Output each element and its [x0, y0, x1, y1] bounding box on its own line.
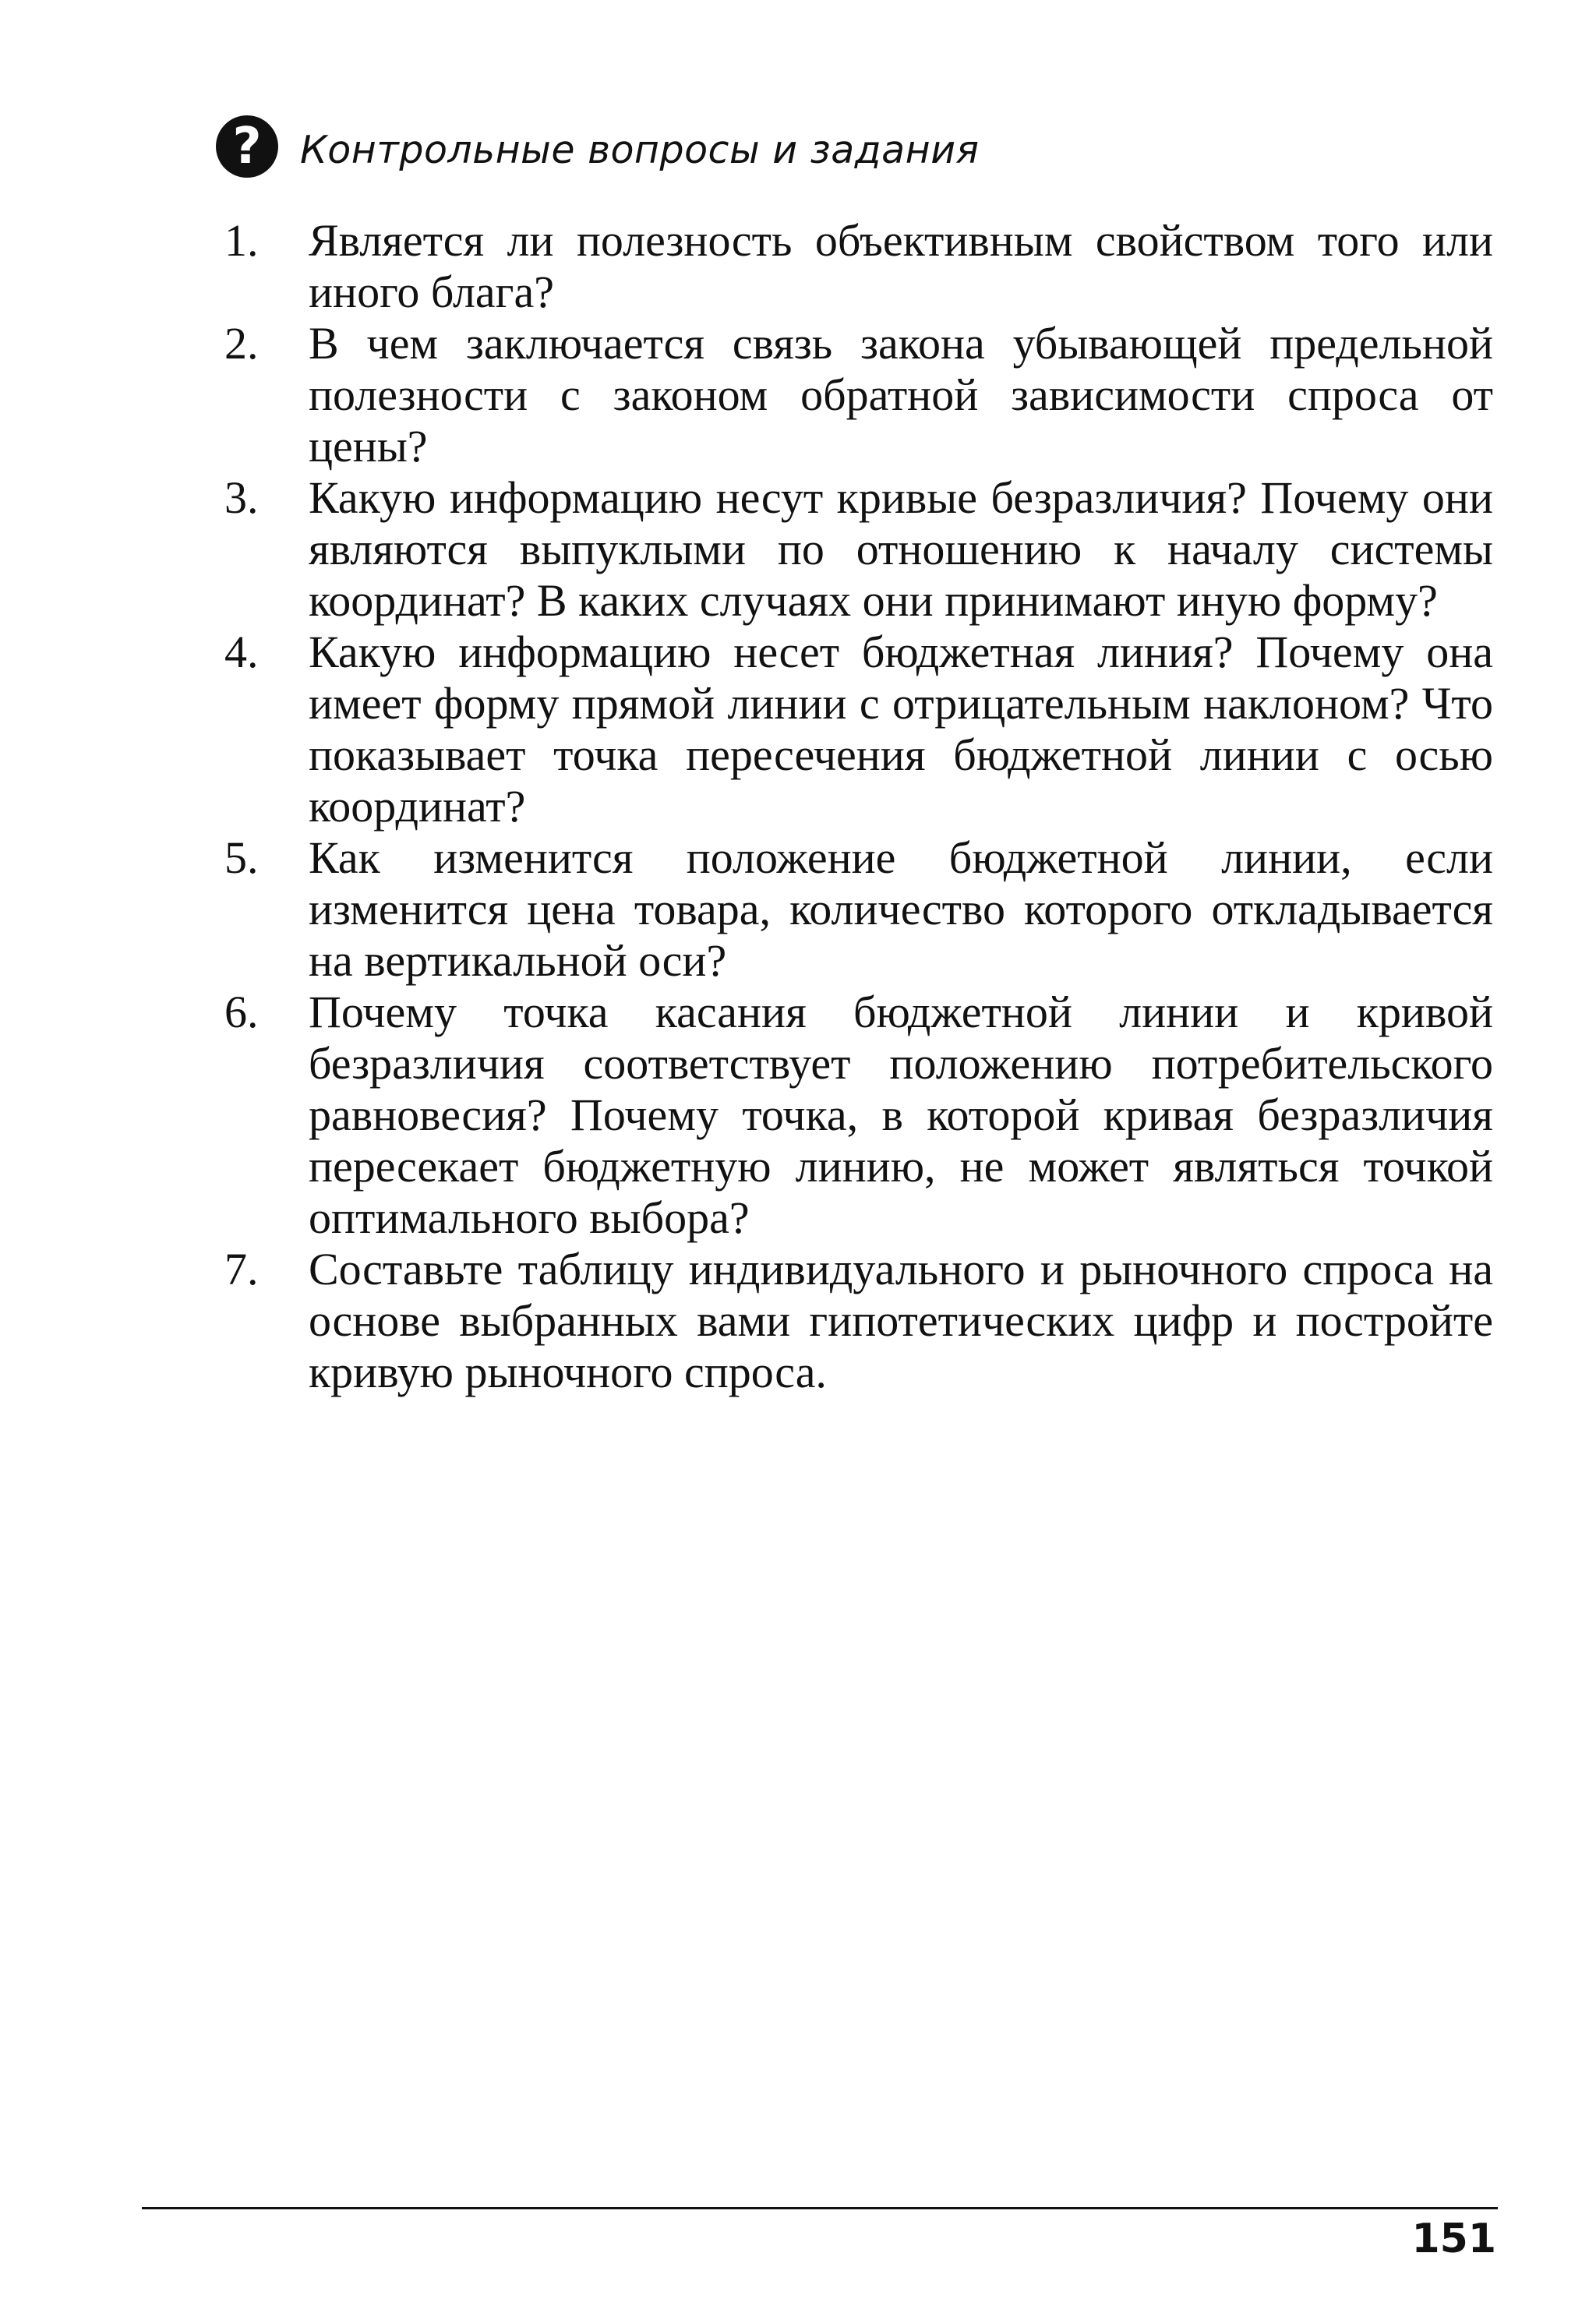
question-number: 6. — [224, 987, 259, 1037]
question-number: 2. — [224, 318, 259, 369]
question-number: 3. — [224, 472, 259, 523]
question-item — [224, 832, 1493, 987]
question-item — [224, 1244, 1493, 1398]
question-text: Какую информацию несут кривые безразличия? Почему они являются выпуклыми по отношению к началу системы координат? В каких случаях они принимают иную форму? — [309, 472, 1493, 626]
section-heading — [216, 115, 980, 178]
question-item — [224, 215, 1493, 318]
question-number: 5. — [224, 832, 259, 883]
question-text: Как изменится положение бюджетной линии, если изменится цена товара, количество которого откладывается на вертикальной оси? — [309, 832, 1493, 986]
question-item — [224, 627, 1493, 832]
question-text: Какую информацию несет бюджетная линия? Почему она имеет форму прямой линии с отрицательным наклоном? Что показывает точка пересечения бюджетной линии с осью координат? — [309, 627, 1493, 832]
section-title: Контрольные вопросы и задания — [300, 127, 980, 172]
question-text: Является ли полезность объективным свойством того или иного блага? — [309, 215, 1493, 317]
question-item — [224, 987, 1493, 1244]
footer-divider — [142, 2207, 1498, 2209]
question-item — [224, 472, 1493, 627]
question-number: 1. — [224, 215, 259, 266]
question-number: 4. — [224, 627, 259, 677]
question-number: 7. — [224, 1244, 259, 1294]
question-text: В чем заключается связь закона убывающей предельной полезности с законом обратной зависимости спроса от цены? — [309, 318, 1493, 471]
question-item — [224, 318, 1493, 472]
question-text: Составьте таблицу индивидуального и рыночного спроса на основе выбранных вами гипотетических цифр и постройте кривую рыночного спроса. — [309, 1244, 1493, 1397]
question-text: Почему точка касания бюджетной линии и кривой безразличия соответствует положению потребительского равновесия? Почему точка, в которой кривая безразличия пересекает бюджетную линию, не может являться точкой оптимального выбора? — [309, 987, 1493, 1243]
question-mark-icon: ? — [216, 115, 278, 178]
page-number: 151 — [1411, 2216, 1496, 2262]
question-list — [224, 215, 1493, 1398]
